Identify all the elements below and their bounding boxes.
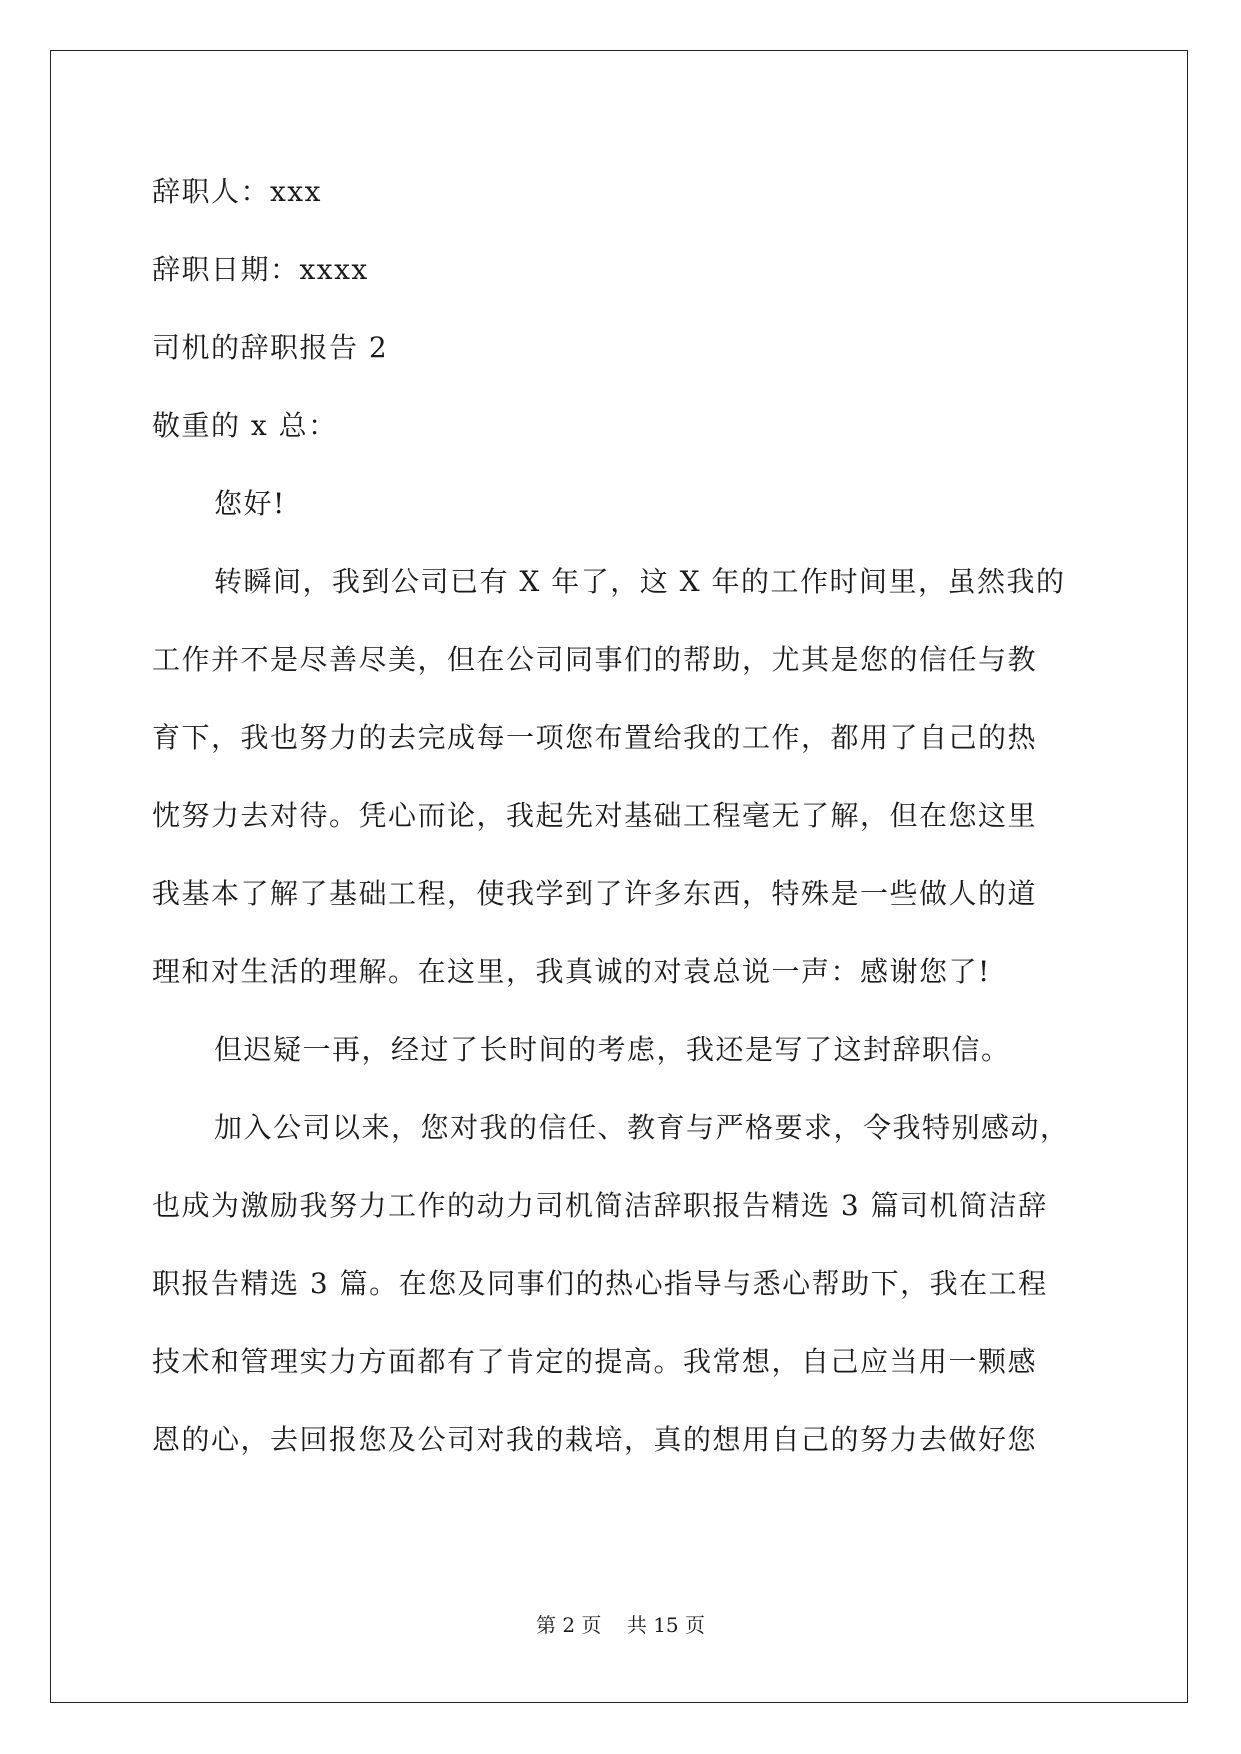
paragraph-line: 我基本了解了基础工程，使我学到了许多东西，特殊是一些做人的道 <box>152 877 1038 910</box>
section-title: 司机的辞职报告 2 <box>152 331 389 364</box>
paragraph-line: 也成为激励我努力工作的动力司机简洁辞职报告精选 3 篇司机简洁辞 <box>152 1189 1048 1222</box>
paragraph-line: 加入公司以来，您对我的信任、教育与严格要求，令我特别感动， <box>214 1111 1070 1144</box>
paragraph-line: 技术和管理实力方面都有了肯定的提高。我常想，自己应当用一颗感 <box>152 1345 1038 1378</box>
greeting: 您好! <box>214 487 286 520</box>
paragraph-line: 忱努力去对待。凭心而论，我起先对基础工程毫无了解，但在您这里 <box>152 799 1038 832</box>
page-footer: 第 2 页 共 15 页 <box>535 1613 706 1637</box>
paragraph-line: 工作并不是尽善尽美，但在公司同事们的帮助，尤其是您的信任与教 <box>152 643 1038 676</box>
paragraph-line: 但迟疑一再，经过了长时间的考虑，我还是写了这封辞职信。 <box>214 1033 1011 1066</box>
resigner-line: 辞职人：xxx <box>152 175 322 208</box>
salutation: 敬重的 x 总： <box>152 409 338 442</box>
paragraph-line: 职报告精选 3 篇。在您及同事们的热心指导与悉心帮助下，我在工程 <box>152 1267 1048 1300</box>
paragraph-line: 理和对生活的理解。在这里，我真诚的对袁总说一声：感谢您了! <box>152 955 991 988</box>
paragraph-line: 育下，我也努力的去完成每一项您布置给我的工作，都用了自己的热 <box>152 721 1038 754</box>
paragraph-line: 转瞬间，我到公司已有 X 年了，这 X 年的工作时间里，虽然我的 <box>214 565 1066 598</box>
resign-date-line: 辞职日期：xxxx <box>152 253 369 286</box>
paragraph-line: 恩的心，去回报您及公司对我的栽培，真的想用自己的努力去做好您 <box>152 1423 1038 1456</box>
